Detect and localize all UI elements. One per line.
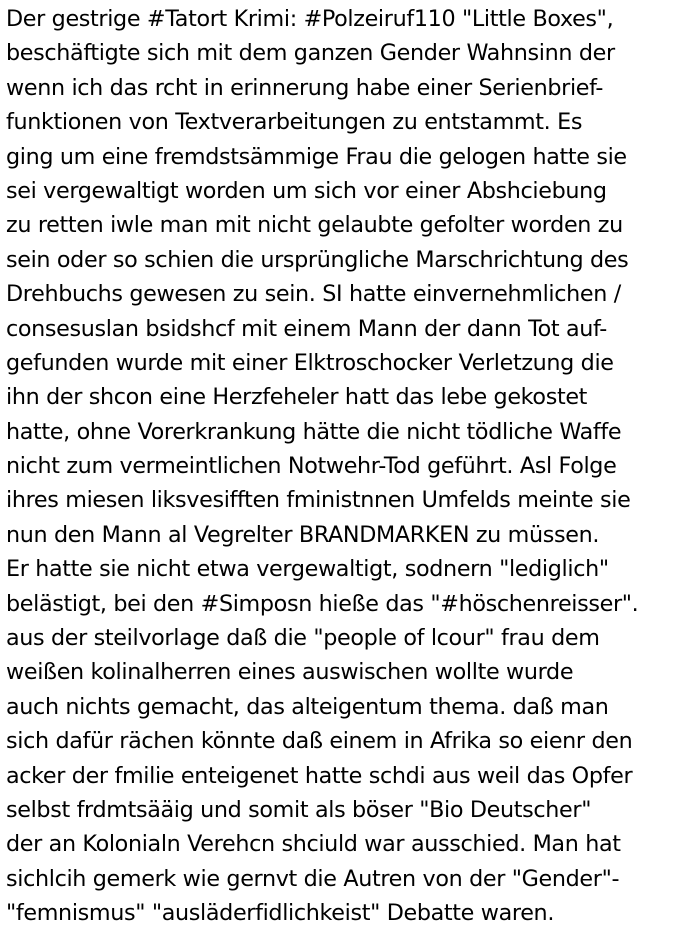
text-line: selbst frdmtsääig und somit als böser "Bio Deutscher" bbox=[6, 796, 592, 823]
text-line: ihres miesen liksvesifften fministnnen Umfelds meinte sie bbox=[6, 487, 631, 514]
text-line: sein oder so schien die ursprüngliche Marschrichtung des bbox=[6, 246, 629, 273]
text-line: wenn ich das rcht in erinnerung habe einer Serienbrief- bbox=[6, 74, 604, 101]
text-line: acker der fmilie enteigenet hatte schdi aus weil das Opfer bbox=[6, 762, 633, 789]
text-line: Drehbuchs gewesen zu sein. SI hatte einvernehmlichen / bbox=[6, 281, 621, 308]
text-line: ging um eine fremdstsämmige Frau die gelogen hatte sie bbox=[6, 143, 627, 170]
text-line: zu retten iwle man mit nicht gelaubte gefolter worden zu bbox=[6, 212, 623, 239]
text-line: aus der steilvorlage daß die "people of lcour" frau dem bbox=[6, 625, 600, 652]
text-line: funktionen von Textverarbeitungen zu entstammt. Es bbox=[6, 109, 583, 136]
text-line: auch nichts gemacht, das alteigentum thema. daß man bbox=[6, 693, 609, 720]
text-line: nicht zum vermeintlichen Notwehr-Tod geführt. Asl Folge bbox=[6, 453, 617, 480]
text-line: nun den Mann al Vegrelter BRANDMARKEN zu müssen. bbox=[6, 521, 600, 548]
text-line: Er hatte sie nicht etwa vergewaltigt, sodnern "lediglich" bbox=[6, 556, 609, 583]
document-text-block bbox=[6, 2, 682, 931]
text-line: sei vergewaltigt worden um sich vor einer Abshciebung bbox=[6, 177, 607, 204]
text-line: beschäftigte sich mit dem ganzen Gender Wahnsinn der bbox=[6, 40, 615, 67]
text-line: "femnismus" "ausläderfidlichkeist" Debatte waren. bbox=[6, 900, 555, 927]
text-line: sich dafür rächen könnte daß einem in Afrika so eienr den bbox=[6, 728, 633, 755]
text-line: weißen kolinalherren eines auswischen wollte wurde bbox=[6, 659, 574, 686]
text-line: der an Kolonialn Verehcn shciuld war ausschied. Man hat bbox=[6, 831, 621, 858]
text-line: gefunden wurde mit einer Elktroschocker Verletzung die bbox=[6, 349, 614, 376]
text-line: ihn der shcon eine Herzfeheler hatt das lebe gekostet bbox=[6, 384, 588, 411]
text-line: sichlcih gemerk wie gernvt die Autren von der "Gender"- bbox=[6, 865, 620, 892]
text-line: Der gestrige #Tatort Krimi: #Polzeiruf110 "Little Boxes", bbox=[6, 6, 614, 32]
text-line: hatte, ohne Vorerkrankung hätte die nicht tödliche Waffe bbox=[6, 418, 622, 445]
text-line: belästigt, bei den #Simposn hieße das "#höschenreisser". bbox=[6, 590, 639, 617]
text-line: consesuslan bsidshcf mit einem Mann der dann Tot auf- bbox=[6, 315, 607, 342]
